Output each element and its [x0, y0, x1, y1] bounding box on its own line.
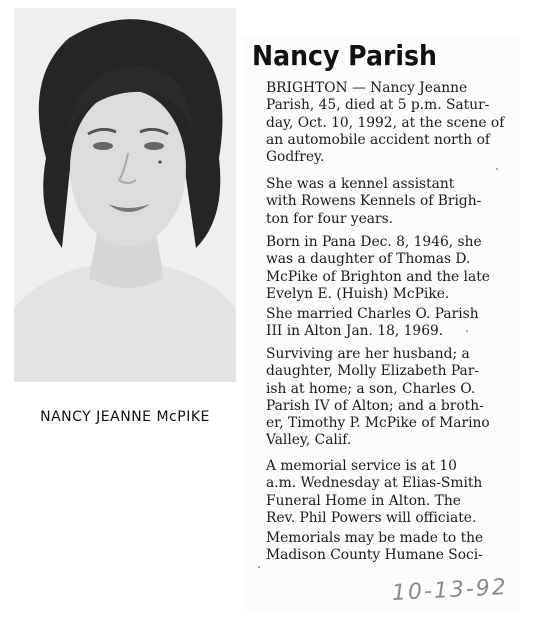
- text-line: A memorial service is at 10: [266, 458, 457, 474]
- text-line: er, Timothy P. McPike of Marino: [266, 415, 490, 432]
- paragraph-employment: [252, 176, 510, 228]
- text-line: McPike of Brighton and the late: [266, 268, 490, 285]
- text-line: ton for four years.: [266, 210, 394, 227]
- text-line: ish at home; a son, Charles O.: [266, 380, 476, 397]
- text-line: Rev. Phil Powers will officiate.: [266, 509, 477, 526]
- paragraph-marriage: [252, 306, 510, 341]
- paragraph-memorial-service: [252, 458, 510, 527]
- handwritten-date: 10-13-92: [391, 574, 509, 607]
- obituary-headline: Nancy Parish: [252, 39, 437, 72]
- ink-speck: [496, 168, 498, 170]
- text-line: Born in Pana Dec. 8, 1946, she: [266, 234, 482, 250]
- portrait-illustration: [14, 8, 236, 382]
- text-line: an automobile accident north of: [266, 131, 490, 148]
- paragraph-survivors: [252, 346, 510, 450]
- text-line: Memorials may be made to the: [266, 530, 484, 546]
- text-line: III in Alton Jan. 18, 1969.: [266, 323, 444, 340]
- text-line: was a daughter of Thomas D.: [266, 251, 471, 268]
- text-line: with Rowens Kennels of Brigh-: [266, 193, 482, 210]
- paragraph-death-notice: [252, 80, 510, 166]
- text-line: Madison County Humane Soci-: [266, 547, 483, 564]
- portrait-photo: [14, 8, 236, 382]
- photo-caption: NANCY JEANNE McPIKE: [40, 409, 210, 425]
- paragraph-memorials: [252, 530, 510, 565]
- text-line: daughter, Molly Elizabeth Par-: [266, 363, 480, 380]
- text-line: Parish, 45, died at 5 p.m. Satur-: [266, 97, 490, 114]
- text-line: She was a kennel assistant: [266, 176, 455, 192]
- text-line: day, Oct. 10, 1992, at the scene of: [266, 114, 505, 131]
- text-line: Funeral Home in Alton. The: [266, 492, 461, 509]
- paragraph-birth: [252, 234, 510, 303]
- text-line: Surviving are her husband; a: [266, 346, 470, 362]
- text-line: Evelyn E. (Huish) McPike.: [266, 285, 450, 302]
- ink-speck: [466, 330, 468, 332]
- text-line: She married Charles O. Parish: [266, 306, 479, 322]
- ink-speck: [258, 566, 260, 568]
- text-line: Valley, Calif.: [266, 432, 352, 449]
- text-line: Parish IV of Alton; and a broth-: [266, 397, 484, 414]
- text-line: a.m. Wednesday at Elias-Smith: [266, 475, 483, 492]
- text-line: Godfrey.: [266, 149, 325, 166]
- text-line: BRIGHTON — Nancy Jeanne: [266, 80, 468, 96]
